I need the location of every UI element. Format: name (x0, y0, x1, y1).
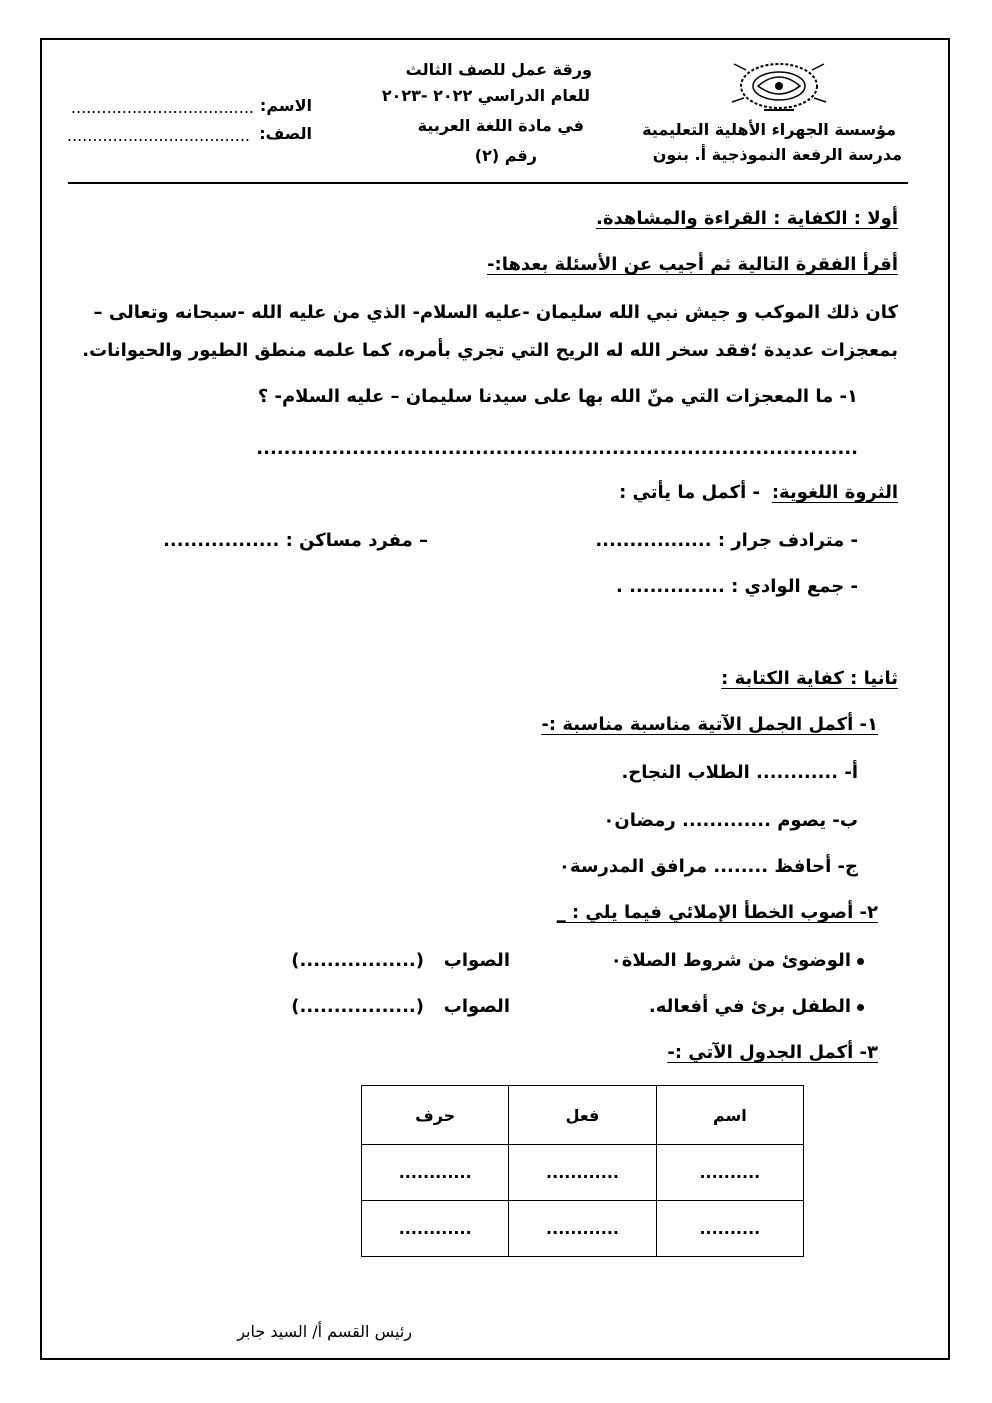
header-divider (68, 182, 908, 184)
vocab-title: الثروة اللغوية: (771, 482, 898, 503)
table-cell[interactable]: .......... (656, 1145, 803, 1201)
table-cell[interactable]: ............ (362, 1201, 509, 1257)
q2-correct-label-1: الصواب (443, 950, 510, 971)
q2-item-2: الطفل برئ في أفعاله. (649, 996, 864, 1017)
q2-answer-2[interactable]: (.................) (291, 996, 424, 1017)
section1-instruction: أقرأ الفقرة التالية ثم أجيب عن الأسئلة بعدها:- (487, 254, 898, 275)
vocab-singular-item: – مفرد مساكن : ................. (163, 530, 428, 551)
table-row (362, 1145, 804, 1201)
reading-paragraph-line2: بمعجزات عديدة ؛فقد سخر الله له الريح التي تجري بأمره، كما علمه منطق الطيور والحيوانات. (82, 340, 898, 361)
worksheet-title: ورقة عمل للصف الثالث (405, 60, 592, 79)
table-cell[interactable]: .......... (656, 1201, 803, 1257)
reading-paragraph-line1: كان ذلك الموكب و جيش نبي الله سليمان -عليه السلام- الذي من عليه الله -سبحانه وتعالى – (93, 302, 898, 323)
q2-answer-1[interactable]: (.................) (291, 950, 424, 971)
word-type-table (361, 1085, 804, 1257)
bullet-icon (857, 1004, 864, 1011)
school-year: للعام الدراسي ٢٠٢٢ -٢٠٢٣ (381, 86, 590, 105)
table-cell[interactable]: ............ (509, 1145, 656, 1201)
q2-item-1: الوضوئ من شروط الصلاة٠ (611, 950, 864, 971)
name-field[interactable]: .................................... (70, 98, 254, 117)
q1-item-a: أ- ............ الطلاب النجاح. (621, 762, 858, 783)
footer-signature: رئيس القسم أ/ السيد جابر (237, 1322, 412, 1341)
q1-item-b: ب- يصوم ............. رمضان٠ (603, 810, 858, 831)
school-logo (724, 52, 834, 116)
table-header-cell: فعل (509, 1086, 656, 1145)
class-label: الصف: (259, 124, 312, 143)
table-row (362, 1201, 804, 1257)
q1-item-c: ج- أحافظ ........ مرافق المدرسة٠ (558, 856, 858, 877)
section1-title: أولا : الكفاية : القراءة والمشاهدة. (596, 208, 898, 229)
vocab-plural-item: - جمع الوادي : .............. . (615, 576, 858, 597)
bullet-icon (857, 958, 864, 965)
answer-line[interactable]: ........................................................................................ (256, 438, 858, 459)
school-name: مدرسة الرفعة النموذجية أ. بنون (652, 145, 902, 164)
vocab-synonym-item: - مترادف جرار : ................. (595, 530, 858, 551)
section2-title: ثانيا : كفاية الكتابة : (721, 668, 898, 689)
table-header-cell: اسم (656, 1086, 803, 1145)
q2-title: ٢- أصوب الخطأ الإملائي فيما يلي : _ (556, 902, 878, 923)
vocab-instruction: - أكمل ما يأتي : (619, 482, 760, 503)
worksheet-number: رقم (٢) (474, 146, 537, 165)
table-header-cell: حرف (362, 1086, 509, 1145)
name-label: الاسم: (259, 96, 312, 115)
table-cell[interactable]: ............ (509, 1201, 656, 1257)
q2-correct-label-2: الصواب (443, 996, 510, 1017)
q1-title: ١- أكمل الجمل الآتية مناسبة مناسبة :- (541, 714, 878, 735)
table-header-row (362, 1086, 804, 1145)
q3-title: ٣- أكمل الجدول الآتي :- (667, 1042, 878, 1063)
institution-name: مؤسسة الجهراء الأهلية التعليمية (642, 120, 896, 139)
table-cell[interactable]: ............ (362, 1145, 509, 1201)
class-field[interactable]: .................................... (66, 126, 250, 145)
subject: في مادة اللغة العربية (417, 116, 584, 135)
question-1: ١- ما المعجزات التي منّ الله بها على سيدنا سليمان – عليه السلام- ؟ (257, 386, 858, 407)
